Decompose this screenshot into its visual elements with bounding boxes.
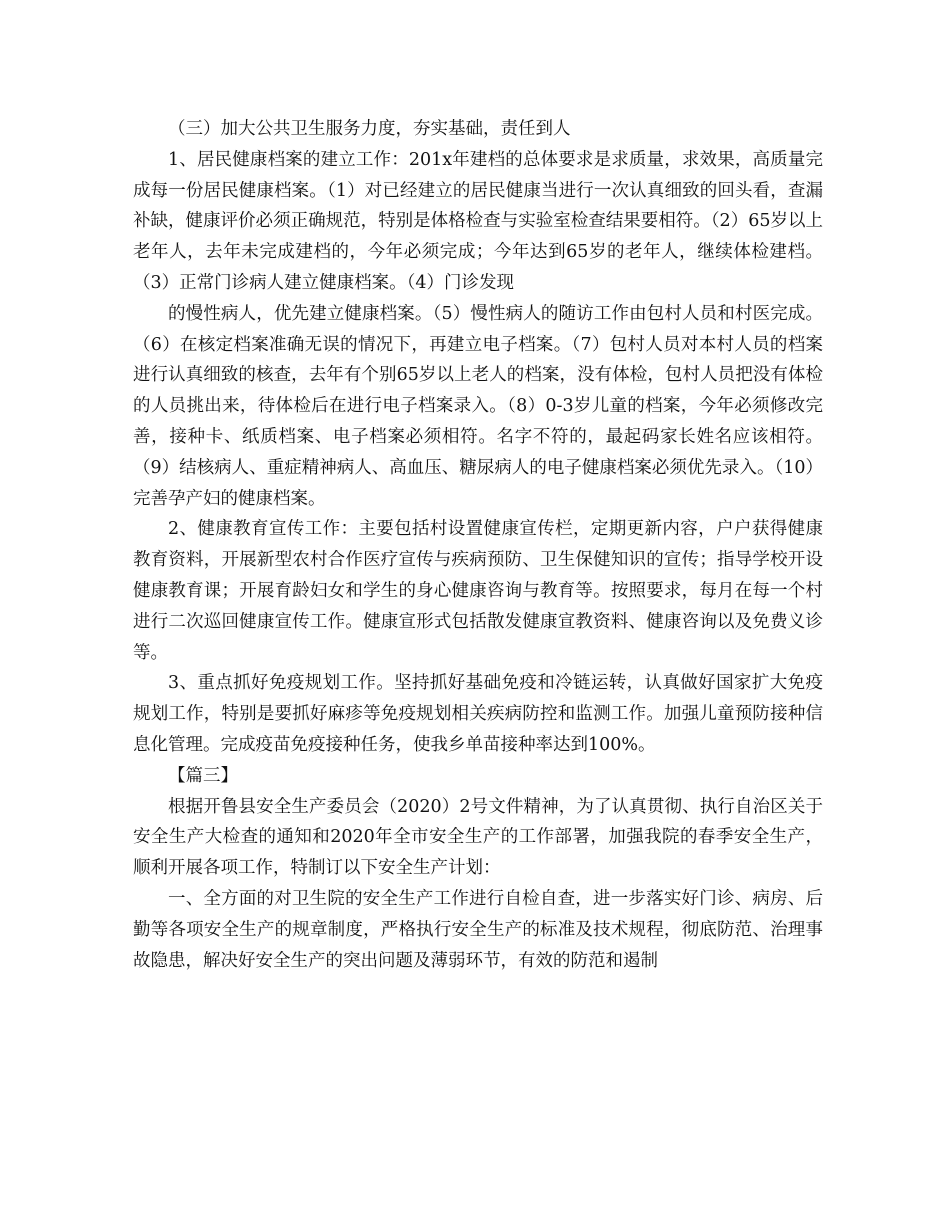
paragraph-immunization: 3、重点抓好免疫规划工作。坚持抓好基础免疫和冷链运转，认真做好国家扩大免疫规划工作，特别是要抓好麻疹等免疫规划相关疾病防控和监测工作。加强儿童预防接种信息化管理。完成疫苗免疫接种任务，使我乡单苗接种率达到100%。 — [133, 673, 823, 755]
section-heading: （三）加大公共卫生服务力度，夯实基础，责任到人 — [168, 119, 571, 139]
paragraph-health-records-continued: 的慢性病人，优先建立健康档案。（5）慢性病人的随访工作由包村人员和村医完成。（6）在核定档案准确无误的情况下，再建立电子档案。（7）包村人员对本村人员的档案进行认真细致的核查，去年有个别65岁以上老人的档案，没有体检，包村人员把没有体检的人员挑出来，待体检后在进行电子档案录入。（8）0-3岁儿童的档案，今年必须修改完善，接种卡、纸质档案、电子档案必须相符。名字不符的，最起码家长姓名应该相符。（9）结核病人、重症精神病人、高血压、糖尿病人的电子健康档案必须优先录入。（10）完善孕产妇的健康档案。 — [133, 303, 823, 509]
paragraph-health-records: 1、居民健康档案的建立工作：201x年建档的总体要求是求质量，求效果，高质量完成每一份居民健康档案。（1）对已经建立的居民健康当进行一次认真细致的回头看，查漏补缺，健康评价必须正确规范，特别是体格检查与实验室检查结果要相符。（2）65岁以上老年人，去年未完成建档的，今年必须完成；今年达到65岁的老年人，继续体检建档。（3）正常门诊病人建立健康档案。（4）门诊发现 — [133, 149, 823, 293]
paragraph-safety-intro: 根据开鲁县安全生产委员会（2020）2号文件精神，为了认真贯彻、执行自治区关于安全生产大检查的通知和2020年全市安全生产的工作部署，加强我院的春季安全生产，顺利开展各项工作，特制订以下安全生产计划： — [133, 796, 823, 879]
part-heading: 【篇三】 — [168, 765, 238, 786]
document-body — [133, 114, 823, 976]
paragraph-safety-item-1: 一、全方面的对卫生院的安全生产工作进行自检自查，进一步落实好门诊、病房、后勤等各项安全生产的规章制度，严格执行安全生产的标准及技术规程，彻底防范、治理事故隐患，解决好安全生产的突出问题及薄弱环节，有效的防范和遏制 — [133, 888, 823, 971]
paragraph-health-education: 2、健康教育宣传工作：主要包括村设置健康宣传栏，定期更新内容，户户获得健康教育资料，开展新型农村合作医疗宣传与疾病预防、卫生保健知识的宣传；指导学校开设健康教育课；开展育龄妇女和学生的身心健康咨询与教育等。按照要求，每月在每一个村进行二次巡回健康宣传工作。健康宣形式包括散发健康宣教资料、健康咨询以及免费义诊等。 — [133, 519, 823, 663]
